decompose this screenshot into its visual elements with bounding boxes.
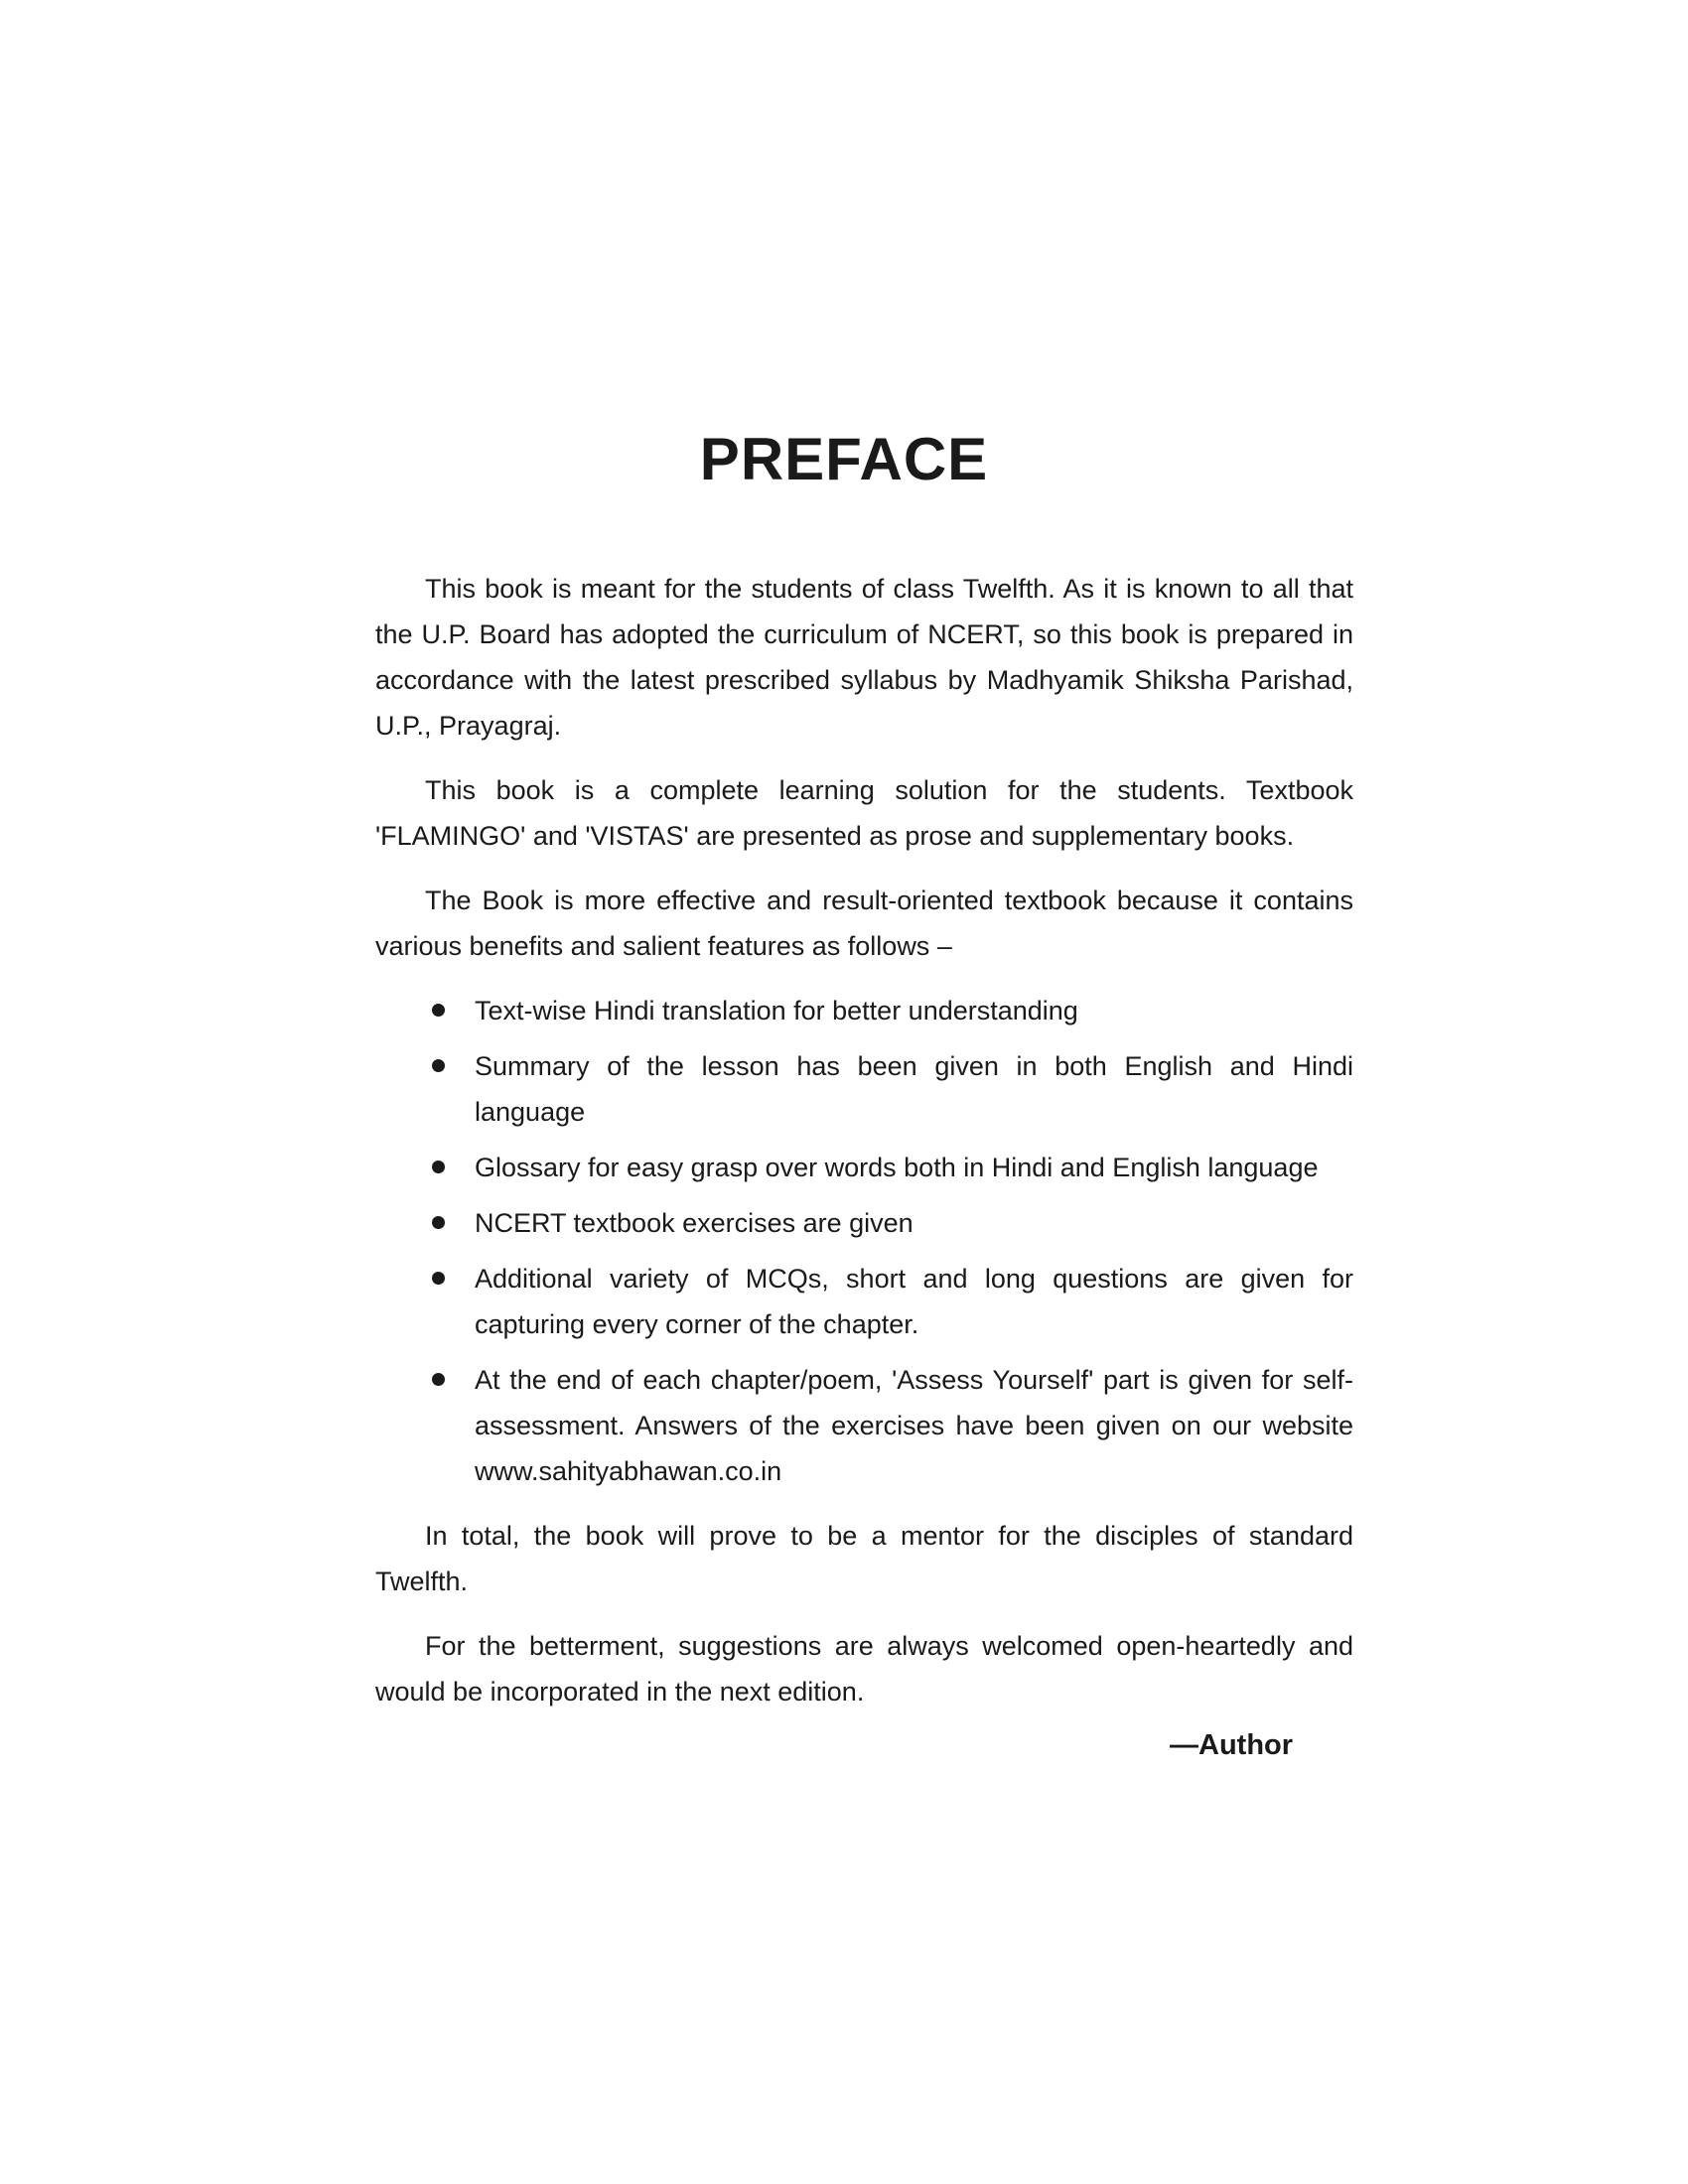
list-item bbox=[375, 988, 1353, 1033]
page-title: PREFACE bbox=[699, 426, 989, 492]
list-item bbox=[375, 1043, 1353, 1135]
author-signature: —Author bbox=[1170, 1729, 1294, 1761]
bullet-icon bbox=[432, 1004, 445, 1017]
feature-text: Text-wise Hindi translation for better understanding bbox=[475, 996, 1078, 1025]
closing-paragraph: In total, the book will prove to be a mentor for the disciples of standard Twelfth. bbox=[375, 1521, 1353, 1596]
features-list bbox=[375, 988, 1353, 1494]
feature-text: NCERT textbook exercises are given bbox=[475, 1208, 914, 1238]
bullet-icon bbox=[432, 1373, 445, 1386]
bullet-icon bbox=[432, 1216, 445, 1229]
feature-text: Glossary for easy grasp over words both in Hindi and English language bbox=[475, 1153, 1319, 1182]
list-item bbox=[375, 1200, 1353, 1246]
list-item bbox=[375, 1256, 1353, 1347]
list-item bbox=[375, 1357, 1353, 1494]
feature-text: Additional variety of MCQs, short and long questions are given for capturing every corner of the chapter. bbox=[475, 1264, 1353, 1339]
bullet-icon bbox=[432, 1059, 445, 1072]
list-item bbox=[375, 1145, 1353, 1190]
textbooks-paragraph: This book is a complete learning solution for the students. Textbook 'FLAMINGO' and 'VISTAS' are presented as prose and supplementary books. bbox=[375, 775, 1353, 851]
intro-paragraph: This book is meant for the students of class Twelfth. As it is known to all that the U.P. Board has adopted the curriculum of NCERT, so this book is prepared in accordance with the latest prescribed syllabus by Madhyamik Shiksha Parishad, U.P., Prayagraj. bbox=[375, 574, 1353, 741]
preface-body bbox=[375, 566, 1353, 1733]
feature-text: At the end of each chapter/poem, 'Assess Yourself' part is given for self-assessment. Answers of the exercises have been given on our website www.sahityabhawan.co.in bbox=[475, 1365, 1353, 1486]
feature-text: Summary of the lesson has been given in both English and Hindi language bbox=[475, 1051, 1353, 1127]
suggestions-paragraph: For the betterment, suggestions are always welcomed open-heartedly and would be incorporated in the next edition. bbox=[375, 1631, 1353, 1706]
bullet-icon bbox=[432, 1160, 445, 1173]
features-intro-paragraph: The Book is more effective and result-oriented textbook because it contains various benefits and salient features as follows – bbox=[375, 886, 1353, 961]
bullet-icon bbox=[432, 1272, 445, 1285]
